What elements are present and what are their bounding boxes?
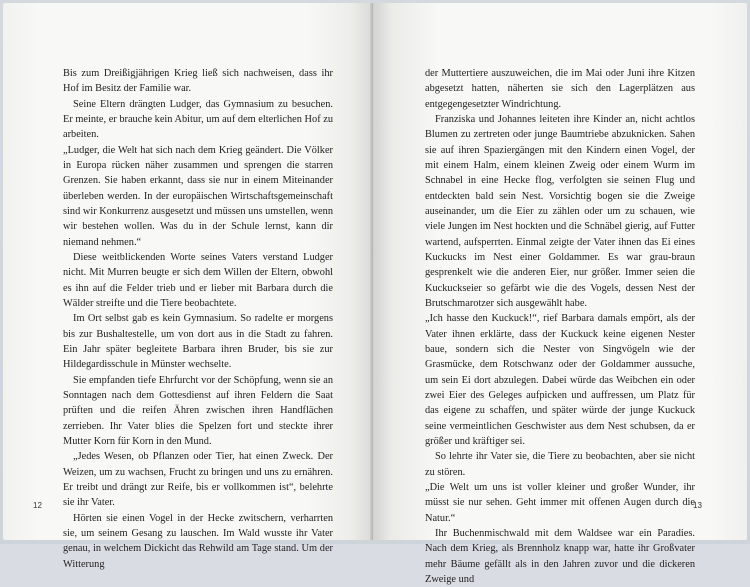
right-page	[373, 3, 747, 585]
right-page-text	[425, 66, 695, 587]
paragraph: Im Ort selbst gab es kein Gymnasium. So radelte er morgens bis zur Bushaltestelle, um von dort aus in die Stadt zu fahren. Ein Jahr später begleitete Barbara ihren Bruder, bis sie zur Hildegardisschule in Münster wechselte.	[63, 313, 333, 371]
paragraph: „Ich hasse den Kuckuck!“, rief Barbara damals empört, als der Vater ihnen erklärte, dass der Kuckuck keine eigenen Nester baue, sondern sich die Nester von Singvögeln wie der Grasmücke, dem Rotschwanz oder der Goldammer aussuche, um sein Ei dort abzulegen. Dabei würde das Weibchen ein oder zwei Eier des Geleges aufpicken und auffressen, um Platz für das eigene zu schaffen, und später würde der junge Kuckuck seine vermeintlichen Geschwister aus dem Nest schubsen, da er größer und kräftiger sei.	[425, 313, 695, 447]
paragraph: Diese weitblickenden Worte seines Vaters verstand Ludger nicht. Mit Murren beugte er sich dem Willen der Eltern, obwohl es ihn auf die Felder trieb und er lieber mit Barbara durch die Wälder streifte und die Tiere beobachtete.	[63, 251, 333, 309]
page-number: 12	[33, 501, 42, 510]
left-page-text	[63, 66, 333, 572]
paragraph: der Muttertiere auszuweichen, die im Mai oder Juni ihre Kitzen abgesetzt hatten, näherten sie sich den Lagerplätzen aus entgegengesetzter Windrichtung.	[425, 68, 695, 110]
paragraph: Ihr Buchenmischwald mit dem Waldsee war ein Paradies. Nach dem Krieg, als Brennholz knapp war, hatte ihr Großvater mehr Bäume gefällt als in den Jahren zuvor und die dickeren Zweige und	[425, 527, 695, 585]
paragraph: „Die Welt um uns ist voller kleiner und großer Wunder, ihr müsst sie nur sehen. Geht immer mit offenen Augen durch die Natur.“	[425, 481, 695, 524]
paragraph: Bis zum Dreißigjährigen Krieg ließ sich nachweisen, dass ihr Hof im Besitz der Familie war.	[63, 68, 333, 95]
left-page	[3, 3, 373, 570]
paragraph: „Ludger, die Welt hat sich nach dem Krieg geändert. Die Völker in Europa rücken näher zusammen und sprengen die starren Grenzen. Sie haben erkannt, dass sie nur in einem Miteinander überleben werden. In der europäischen Wirtschaftsgemeinschaft sind wir Konkurrenz ausgesetzt und müssen uns umstellen, wenn wir bestehen wollen. Was du in der Schule lernst, kann dir niemand nehmen.“	[63, 144, 333, 248]
paragraph: Hörten sie einen Vogel in der Hecke zwitschern, verharrten sie, um seinem Gesang zu lauschen. Im Wald wusste ihr Vater genau, in welchem Dickicht das Rehwild am Tage stand. Um der Witterung	[63, 512, 333, 570]
paragraph: Seine Eltern drängten Ludger, das Gymnasium zu besuchen. Er meinte, er brauche kein Abitur, um auf dem elterlichen Hof zu arbeiten.	[63, 98, 333, 141]
paragraph: So lehrte ihr Vater sie, die Tiere zu beobachten, aber sie nicht zu stören.	[425, 451, 695, 478]
paragraph: „Jedes Wesen, ob Pflanzen oder Tier, hat einen Zweck. Der Weizen, um zu wachsen, Frucht zu bringen und uns zu ernähren. Er treibt und drängt zur Reife, bis er vollkommen ist“, belehrte sie ihr Vater.	[63, 451, 333, 509]
paragraph: Sie empfanden tiefe Ehrfurcht vor der Schöpfung, wenn sie an Sonntagen nach dem Gottesdienst auf ihren Feldern die Saat prüften und die reifen Ähren zwischen ihren Handflächen zerrieben. Ihr Vater blies die Spelzen fort und steckte ihrer Mutter Korn für Korn in den Mund.	[63, 374, 333, 447]
page-number: 13	[693, 501, 702, 510]
paragraph: Franziska und Johannes leiteten ihre Kinder an, nicht achtlos Blumen zu zertreten oder junge Baumtriebe abzuknicken. Sahen sie auf ihren Spaziergängen mit den Kindern einen Vogel, der mit einem Halm, einem kleinen Zweig oder einem Wurm im Schnabel in eine Hecke flog, verfolgten sie seinen Flug und entdeckten bald sein Nest. Vorsichtig bogen sie die Zweige auseinander, um die Eier zu zählen oder um zu schauen, wie viele Jungen im Nest hockten und die Schnäbel gierig, auf Futter wartend, aufsperrten. Einmal zeigte der Vater ihnen das Ei eines Kuckucks im Nest einer Goldammer. Es war grau-braun gesprenkelt wie die anderen Eier, nur größer. Immer seien die Kuckuckseier so gefärbt wie die des Vogels, dessen Nest der Brutschmarotzer sich ausgewählt habe.	[425, 113, 695, 309]
